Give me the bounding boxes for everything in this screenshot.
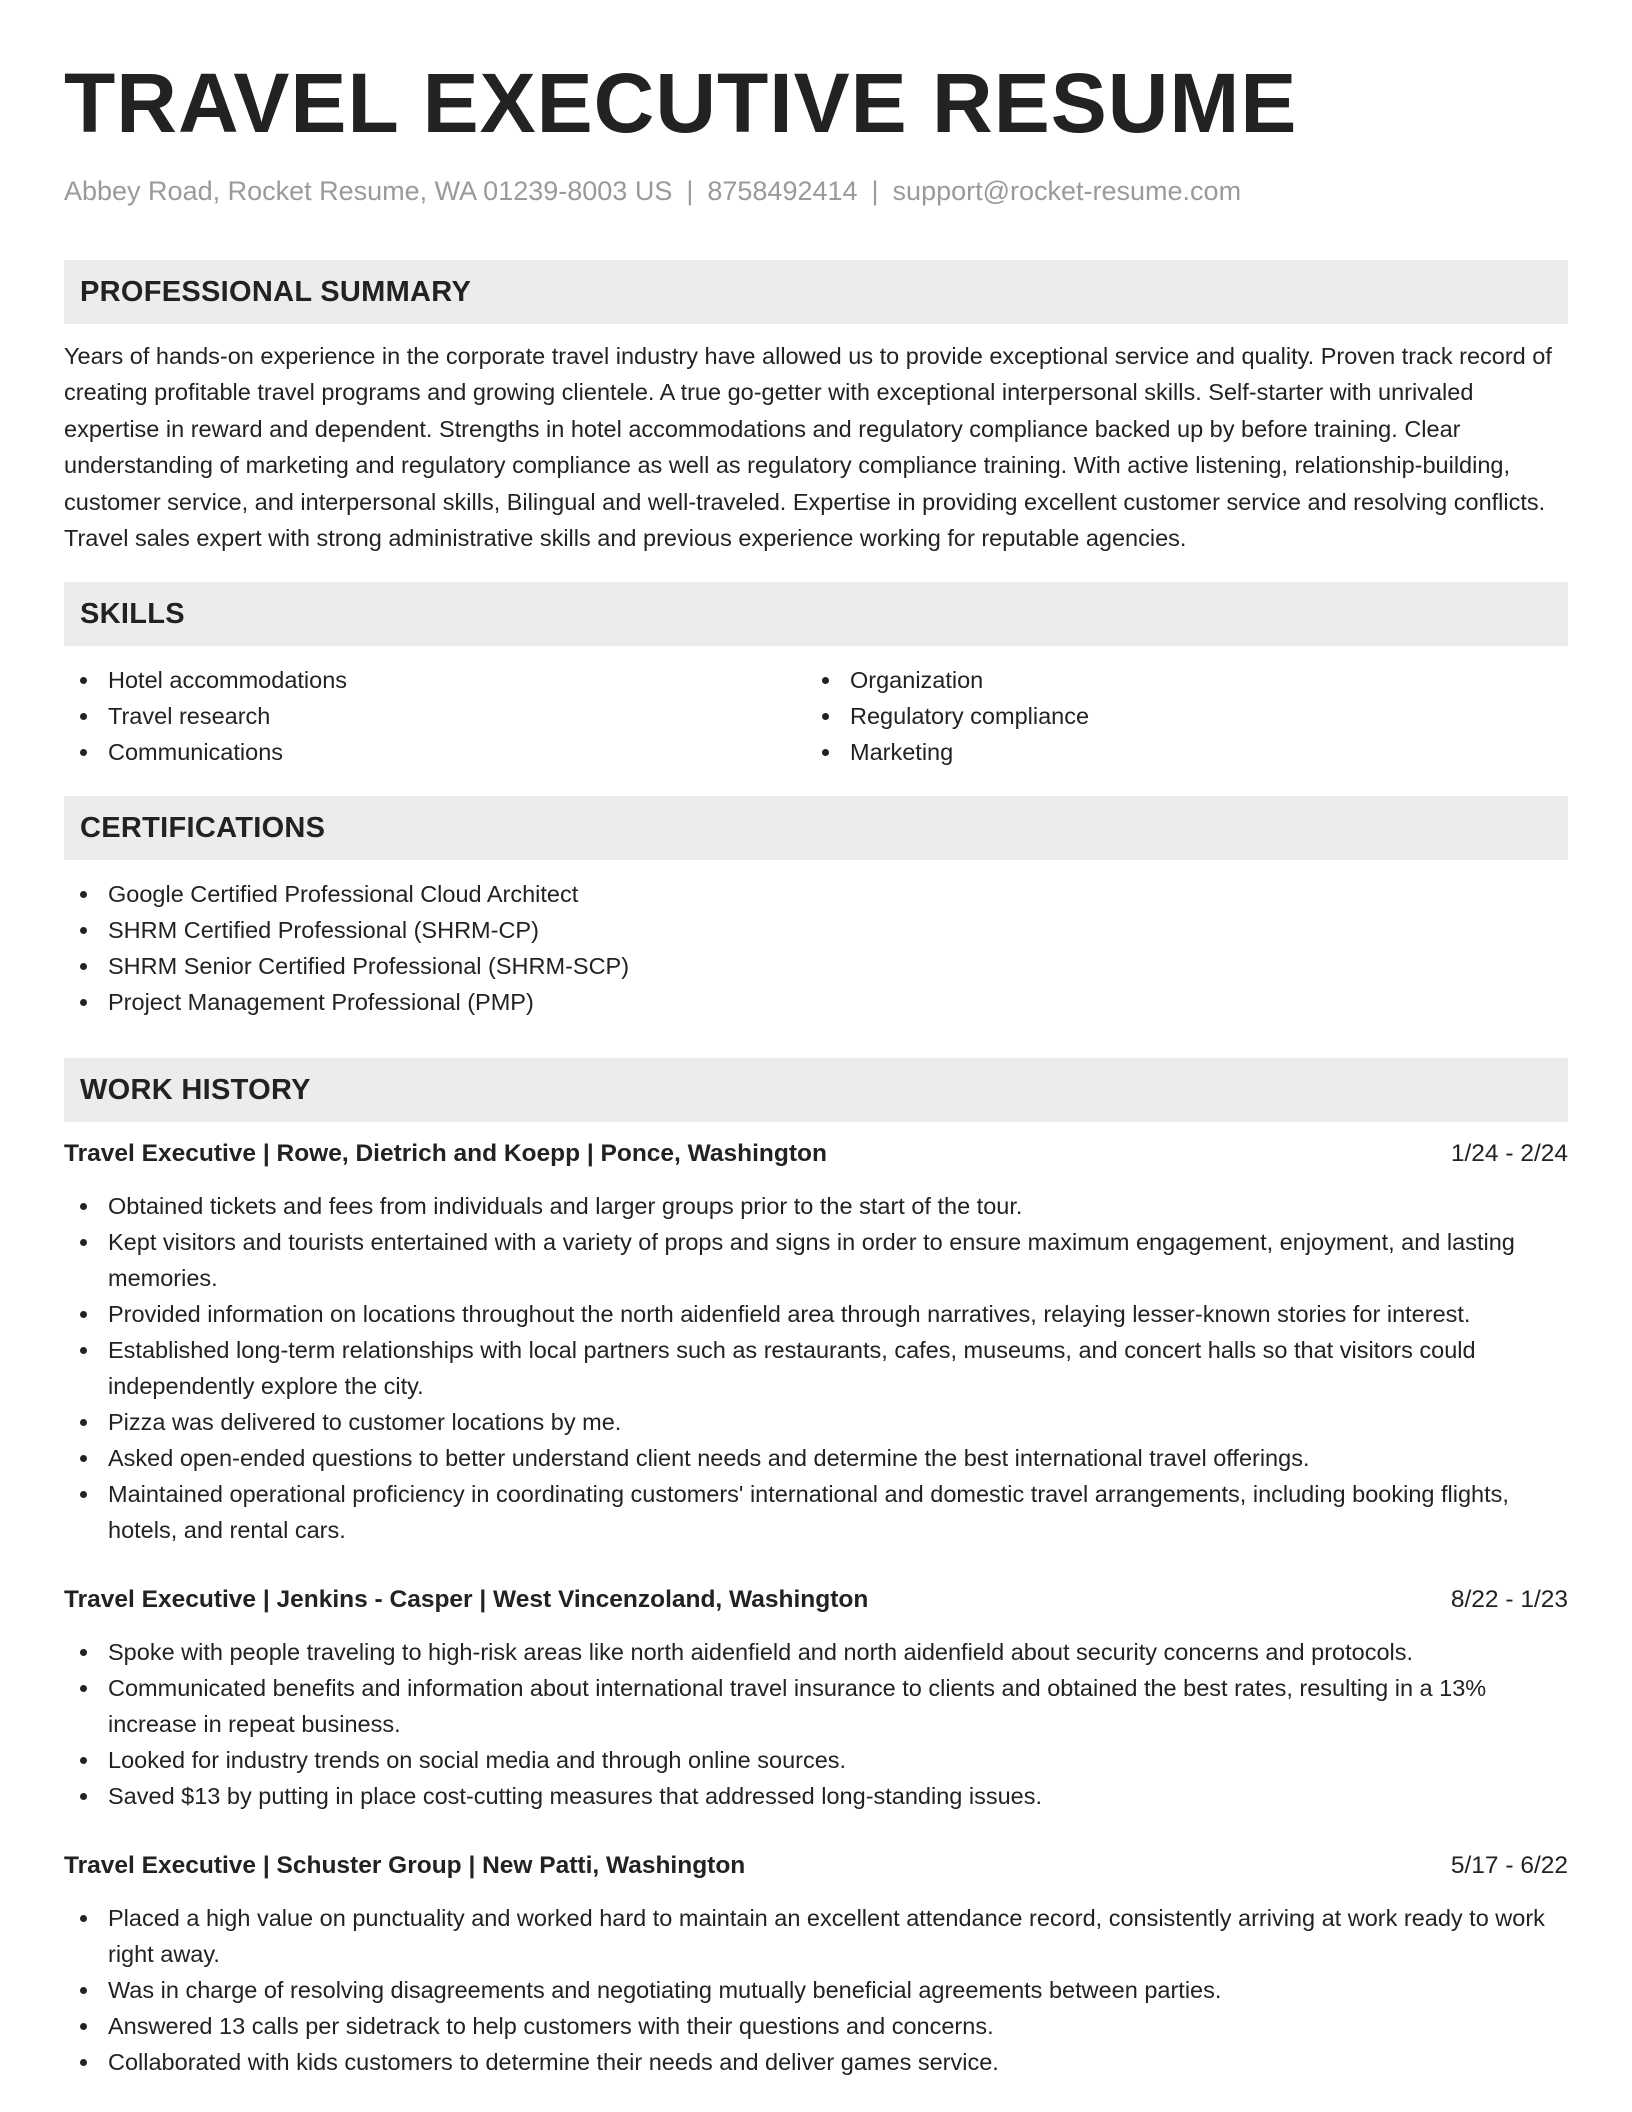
job-header xyxy=(64,1848,1568,1884)
job-duty: Asked open-ended questions to better understand client needs and determine the best international travel offerings. xyxy=(64,1440,1568,1476)
skill-item: Travel research xyxy=(64,698,806,734)
summary-section xyxy=(64,260,1568,556)
work-history-heading: WORK HISTORY xyxy=(64,1058,1568,1122)
job-duty: Placed a high value on punctuality and worked hard to maintain an excellent attendance record, consistently arriving at work ready to work right away. xyxy=(64,1900,1568,1972)
job-duty: Obtained tickets and fees from individuals and larger groups prior to the start of the tour. xyxy=(64,1188,1568,1224)
skills-left-column xyxy=(64,662,806,770)
resume-page xyxy=(64,0,1568,2080)
skill-item: Communications xyxy=(64,734,806,770)
skills-grid xyxy=(64,662,1568,770)
certification-item: SHRM Senior Certified Professional (SHRM-SCP) xyxy=(64,948,1568,984)
job-duty: Established long-term relationships with local partners such as restaurants, cafes, museums, and concert halls so that visitors could independently explore the city. xyxy=(64,1332,1568,1404)
skill-item: Organization xyxy=(806,662,1548,698)
job-dates: 5/17 - 6/22 xyxy=(1450,1852,1568,1880)
work-history-section xyxy=(64,1058,1568,2080)
job-duty: Kept visitors and tourists entertained with a variety of props and signs in order to ensure maximum engagement, enjoyment, and lasting memories. xyxy=(64,1224,1568,1296)
job-duty: Looked for industry trends on social media and through online sources. xyxy=(64,1742,1568,1778)
job-duty: Was in charge of resolving disagreements and negotiating mutually beneficial agreements between parties. xyxy=(64,1972,1568,2008)
job-title: Travel Executive | Rowe, Dietrich and Koepp | Ponce, Washington xyxy=(64,1140,827,1168)
job-title: Travel Executive | Jenkins - Casper | West Vincenzoland, Washington xyxy=(64,1586,869,1614)
skill-item: Hotel accommodations xyxy=(64,662,806,698)
certifications-heading: CERTIFICATIONS xyxy=(64,796,1568,860)
job-header xyxy=(64,1582,1568,1618)
contact-email: support@rocket-resume.com xyxy=(892,176,1242,206)
contact-phone: 8758492414 xyxy=(707,176,858,206)
skill-item: Marketing xyxy=(806,734,1548,770)
job-duty: Saved $13 by putting in place cost-cutting measures that addressed long-standing issues. xyxy=(64,1778,1568,1814)
certifications-section xyxy=(64,796,1568,1020)
job-duties xyxy=(64,1634,1568,1814)
job-header xyxy=(64,1136,1568,1172)
job-duty: Communicated benefits and information about international travel insurance to clients and obtained the best rates, resulting in a 13% increase in repeat business. xyxy=(64,1670,1568,1742)
certification-item: Google Certified Professional Cloud Architect xyxy=(64,876,1568,912)
skills-section xyxy=(64,582,1568,770)
job-duty: Pizza was delivered to customer locations by me. xyxy=(64,1404,1568,1440)
summary-heading: PROFESSIONAL SUMMARY xyxy=(64,260,1568,324)
summary-text: Years of hands-on experience in the corporate travel industry have allowed us to provide exceptional service and quality. Proven track record of creating profitable travel programs and growing clientele. A true go-getter with exceptional interpersonal skills. Self-starter with unrivaled expertise in reward and dependent. Strengths in hotel accommodations and regulatory compliance backed up by before training. Clear understanding of marketing and regulatory compliance as well as regulatory compliance training. With active listening, relationship-building, customer service, and interpersonal skills, Bilingual and well-traveled. Expertise in providing excellent customer service and resolving conflicts. Travel sales expert with strong administrative skills and previous experience working for reputable agencies. xyxy=(64,343,1552,552)
job-duty: Collaborated with kids customers to determine their needs and deliver games service. xyxy=(64,2044,1568,2080)
job-duty: Answered 13 calls per sidetrack to help customers with their questions and concerns. xyxy=(64,2008,1568,2044)
contact-separator: | xyxy=(871,176,879,206)
job-entry xyxy=(64,1848,1568,2080)
job-duty: Spoke with people traveling to high-risk areas like north aidenfield and north aidenfield about security concerns and protocols. xyxy=(64,1634,1568,1670)
contact-address: Abbey Road, Rocket Resume, WA 01239-8003 US xyxy=(64,176,673,206)
job-dates: 1/24 - 2/24 xyxy=(1450,1140,1568,1168)
resume-title: TRAVEL EXECUTIVE RESUME xyxy=(64,56,1298,150)
job-duties xyxy=(64,1188,1568,1548)
skills-heading: SKILLS xyxy=(64,582,1568,646)
job-title: Travel Executive | Schuster Group | New Patti, Washington xyxy=(64,1852,746,1880)
certification-item: Project Management Professional (PMP) xyxy=(64,984,1568,1020)
job-entry xyxy=(64,1136,1568,1548)
job-duty: Maintained operational proficiency in coordinating customers' international and domestic travel arrangements, including booking flights, hotels, and rental cars. xyxy=(64,1476,1568,1548)
skills-right-column xyxy=(806,662,1548,770)
contact-line xyxy=(64,174,1568,208)
certification-item: SHRM Certified Professional (SHRM-CP) xyxy=(64,912,1568,948)
job-entry xyxy=(64,1582,1568,1814)
job-duties xyxy=(64,1900,1568,2080)
skill-item: Regulatory compliance xyxy=(806,698,1548,734)
certifications-list xyxy=(64,876,1568,1020)
job-duty: Provided information on locations throughout the north aidenfield area through narratives, relaying lesser-known stories for interest. xyxy=(64,1296,1568,1332)
job-dates: 8/22 - 1/23 xyxy=(1450,1586,1568,1614)
contact-separator: | xyxy=(686,176,694,206)
